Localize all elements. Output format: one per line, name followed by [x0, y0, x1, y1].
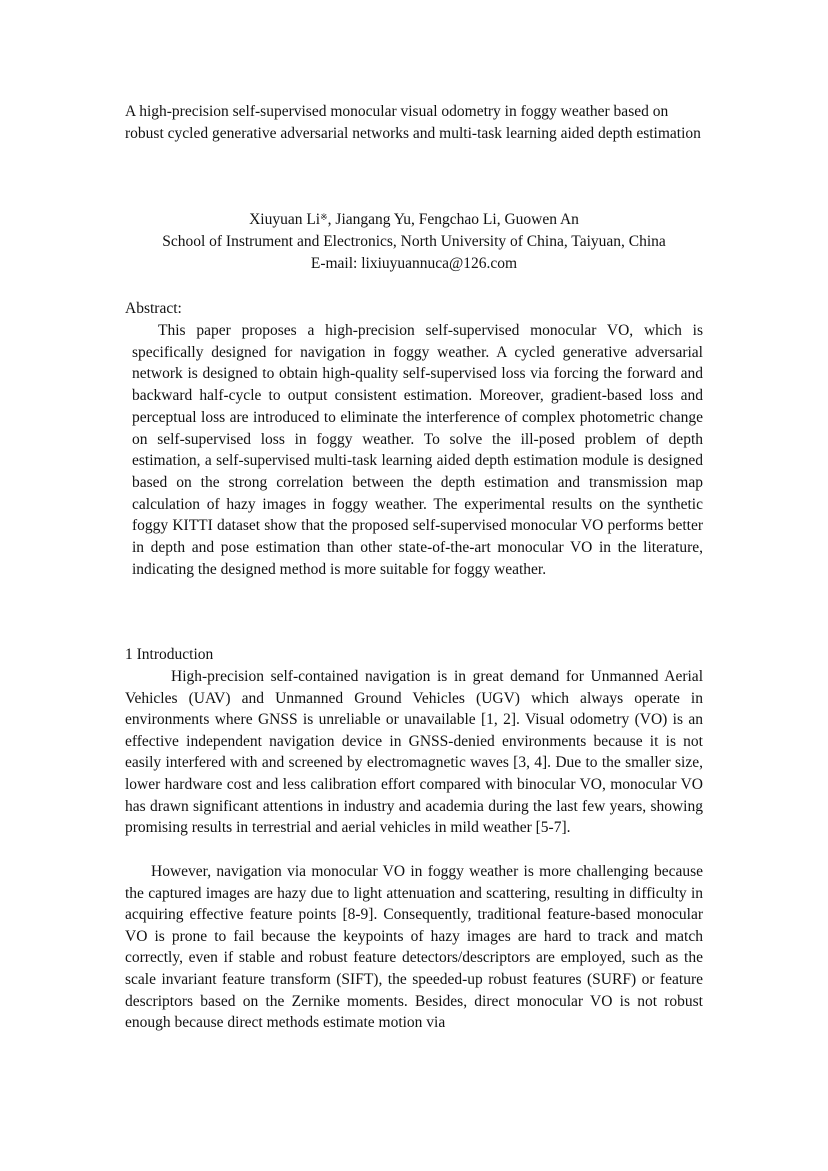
- introduction-paragraph-1: High-precision self-contained navigation is in great demand for Unmanned Aerial Vehicles (UAV) and Unmanned Ground Vehicles (UGV) which always operate in environments where GNSS is unreliable or unavailable [1, 2]. Visual odometry (VO) is an effective independent navigation device in GNSS-denied environments because it is not easily interfered with and screened by electromagnetic waves [3, 4]. Due to the smaller size, lower hardware cost and less calibration effort compared with binocular VO, monocular VO has drawn significant attentions in industry and academia during the last few years, showing promising results in terrestrial and aerial vehicles in mild weather [5-7].: [125, 668, 703, 837]
- abstract-body: This paper proposes a high-precision self-supervised monocular VO, which is specifically designed for navigation in foggy weather. A cycled generative adversarial network is designed to obtain high-quality self-supervised loss via forcing the forward and backward half-cycle to output consistent estimation. Moreover, gradient-based loss and perceptual loss are introduced to eliminate the interference of complex photometric change on self-supervised loss in foggy weather. To solve the ill-posed problem of depth estimation, a self-supervised multi-task learning aided depth estimation module is designed based on the strong correlation between the depth estimation and transmission map calculation of hazy images in foggy weather. The experimental results on the synthetic foggy KITTI dataset show that the proposed self-supervised monocular VO performs better in depth and pose estimation than other state-of-the-art monocular VO in the literature, indicating the designed method is more suitable for foggy weather.: [132, 322, 703, 578]
- introduction-heading: 1 Introduction: [125, 646, 214, 663]
- corresponding-author-mark: ※: [320, 212, 328, 222]
- coauthors: , Jiangang Yu, Fengchao Li, Guowen An: [327, 211, 579, 228]
- email: E-mail: lixiuyuannuca@126.com: [310, 255, 518, 272]
- paper-title: A high-precision self-supervised monocular visual odometry in foggy weather based on robust cycled generative adversarial networks and multi-task learning aided depth estimation: [125, 103, 701, 142]
- author-line: [110, 209, 718, 231]
- author-block: [110, 209, 718, 275]
- first-author: Xiuyuan Li: [249, 211, 321, 228]
- abstract-heading: Abstract:: [125, 300, 182, 317]
- affiliation: School of Instrument and Electronics, North University of China, Taiyuan, China: [162, 233, 666, 250]
- introduction-paragraph-2: However, navigation via monocular VO in foggy weather is more challenging because the captured images are hazy due to light attenuation and scattering, resulting in difficulty in acquiring effective feature points [8-9]. Consequently, traditional feature-based monocular VO is prone to fail because the keypoints of hazy images are hard to track and match correctly, even if stable and robust feature detectors/descriptors are employed, such as the scale invariant feature transform (SIFT), the speeded-up robust features (SURF) or feature descriptors based on the Zernike moments. Besides, direct monocular VO is not robust enough because direct methods estimate motion via: [125, 863, 703, 1032]
